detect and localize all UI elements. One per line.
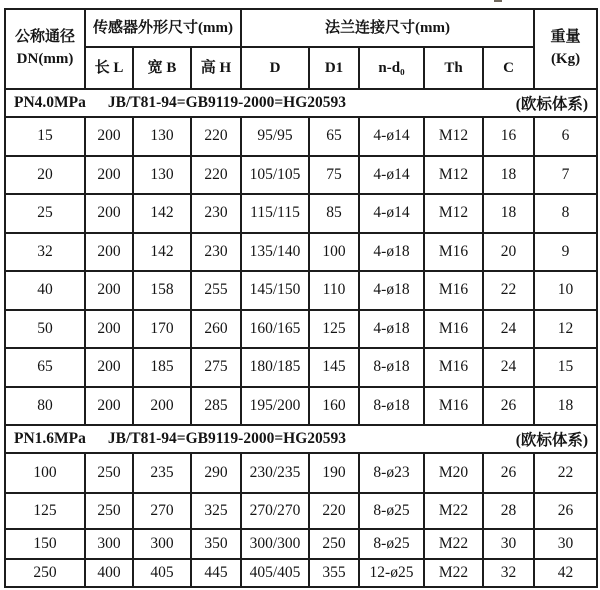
table-cell: M16	[424, 233, 483, 272]
table-row	[5, 559, 597, 587]
section-row	[5, 89, 597, 117]
table-cell: 135/140	[241, 233, 309, 272]
table-cell: 400	[85, 559, 133, 587]
table-cell: 405/405	[241, 559, 309, 587]
header-weight-unit: (Kg)	[550, 51, 581, 67]
section-row	[5, 425, 597, 453]
table-header	[5, 9, 597, 89]
header-dn	[5, 9, 85, 89]
section-content	[14, 428, 588, 450]
table-cell: 125	[309, 310, 359, 349]
table-cell: 24	[483, 310, 534, 349]
header-sensor-group: 传感器外形尺寸(mm)	[85, 9, 241, 47]
table-cell: 12-ø25	[359, 559, 424, 587]
table-row	[5, 310, 597, 349]
header-length: 长 L	[85, 47, 133, 89]
table-cell: 4-ø14	[359, 117, 424, 156]
table-cell: 8-ø25	[359, 529, 424, 559]
table-cell: 325	[191, 493, 241, 529]
table-cell: M16	[424, 271, 483, 310]
table-cell: 115/115	[241, 194, 309, 233]
table-cell: 4-ø18	[359, 310, 424, 349]
table-cell: 15	[534, 348, 597, 387]
table-cell: 230	[191, 233, 241, 272]
table-cell: 355	[309, 559, 359, 587]
table-cell: 230/235	[241, 453, 309, 493]
table-cell: 195/200	[241, 387, 309, 426]
standard-label: JB/T81-94=GB9119-2000=HG20593	[107, 430, 347, 447]
header-d1: D1	[309, 47, 359, 89]
table-cell: 230	[191, 194, 241, 233]
table-cell: 200	[85, 348, 133, 387]
header-nd0: n-d₀	[359, 47, 424, 89]
table-cell: 300	[85, 529, 133, 559]
table-cell: 32	[483, 559, 534, 587]
header-dn-sub: DN(mm)	[16, 51, 74, 67]
cropped-text-artifact	[494, 0, 502, 2]
table-cell: 8-ø25	[359, 493, 424, 529]
table-cell: 300/300	[241, 529, 309, 559]
header-c: C	[483, 47, 534, 89]
table-cell: M12	[424, 156, 483, 195]
table-cell: M16	[424, 310, 483, 349]
table-cell: 142	[133, 194, 191, 233]
table-row	[5, 117, 597, 156]
table-cell: 18	[483, 194, 534, 233]
header-weight-title: 重量	[550, 29, 581, 46]
table-row	[5, 453, 597, 493]
table-cell: 250	[5, 559, 85, 587]
table-cell: 260	[191, 310, 241, 349]
pn-label: PN1.6MPa	[14, 430, 86, 447]
table-cell: 235	[133, 453, 191, 493]
table-cell: 445	[191, 559, 241, 587]
table-cell: 160/165	[241, 310, 309, 349]
header-d: D	[241, 47, 309, 89]
table-cell: 220	[191, 156, 241, 195]
table-cell: 95/95	[241, 117, 309, 156]
table-row	[5, 348, 597, 387]
table-cell: 18	[483, 156, 534, 195]
table-body	[5, 89, 597, 587]
table-cell: 250	[85, 493, 133, 529]
table-cell: 80	[5, 387, 85, 426]
pn-label: PN4.0MPa	[14, 94, 86, 111]
header-flange-group: 法兰连接尺寸(mm)	[241, 9, 534, 47]
table-cell: 85	[309, 194, 359, 233]
header-width: 宽 B	[133, 47, 191, 89]
header-th: Th	[424, 47, 483, 89]
table-cell: 270/270	[241, 493, 309, 529]
table-cell: 270	[133, 493, 191, 529]
table-cell: 130	[133, 156, 191, 195]
table-cell: 8-ø18	[359, 387, 424, 426]
header-row-groups	[5, 9, 597, 47]
table-cell: 6	[534, 117, 597, 156]
table-cell: 290	[191, 453, 241, 493]
table-cell: 200	[85, 194, 133, 233]
table-cell: 110	[309, 271, 359, 310]
table-cell: 12	[534, 310, 597, 349]
table-cell: 145/150	[241, 271, 309, 310]
table-cell: 25	[5, 194, 85, 233]
table-cell: M16	[424, 348, 483, 387]
table-cell: M16	[424, 387, 483, 426]
header-weight	[534, 9, 597, 89]
table-cell: 40	[5, 271, 85, 310]
table-cell: 200	[133, 387, 191, 426]
table-cell: 405	[133, 559, 191, 587]
header-row-sub	[5, 47, 597, 89]
table-cell: 200	[85, 156, 133, 195]
table-row	[5, 493, 597, 529]
table-row	[5, 194, 597, 233]
standard-label: JB/T81-94=GB9119-2000=HG20593	[107, 94, 347, 111]
table-cell: 180/185	[241, 348, 309, 387]
table-cell: 200	[85, 387, 133, 426]
table-cell: 170	[133, 310, 191, 349]
header-height: 高 H	[191, 47, 241, 89]
table-cell: 4-ø18	[359, 271, 424, 310]
table-cell: 22	[483, 271, 534, 310]
table-cell: 24	[483, 348, 534, 387]
table-cell: 75	[309, 156, 359, 195]
table-row	[5, 271, 597, 310]
table-cell: 220	[309, 493, 359, 529]
table-cell: 160	[309, 387, 359, 426]
section-content	[14, 92, 588, 114]
header-dn-title: 公称通径	[14, 29, 75, 46]
table-cell: 250	[85, 453, 133, 493]
table-cell: 26	[483, 453, 534, 493]
table-cell: 158	[133, 271, 191, 310]
table-cell: M22	[424, 559, 483, 587]
table-cell: 16	[483, 117, 534, 156]
table-cell: 142	[133, 233, 191, 272]
table-cell: M22	[424, 493, 483, 529]
table-cell: 350	[191, 529, 241, 559]
section-cell	[5, 89, 597, 117]
table-cell: 4-ø18	[359, 233, 424, 272]
table-cell: M20	[424, 453, 483, 493]
table-cell: 105/105	[241, 156, 309, 195]
table-cell: 200	[85, 271, 133, 310]
table-cell: 26	[534, 493, 597, 529]
table-cell: M12	[424, 117, 483, 156]
table-cell: 275	[191, 348, 241, 387]
table-cell: 200	[85, 117, 133, 156]
table-cell: 8	[534, 194, 597, 233]
table-cell: 30	[483, 529, 534, 559]
table-cell: 30	[534, 529, 597, 559]
table-row	[5, 233, 597, 272]
table-row	[5, 529, 597, 559]
euro-note-label: (欧标体系)	[515, 96, 589, 113]
table-cell: 4-ø14	[359, 156, 424, 195]
table-cell: 42	[534, 559, 597, 587]
table-cell: 220	[191, 117, 241, 156]
table-cell: M22	[424, 529, 483, 559]
table-cell: 255	[191, 271, 241, 310]
table-cell: 65	[309, 117, 359, 156]
table-cell: 145	[309, 348, 359, 387]
table-cell: 9	[534, 233, 597, 272]
table-cell: 4-ø14	[359, 194, 424, 233]
table-cell: 15	[5, 117, 85, 156]
table-cell: 100	[309, 233, 359, 272]
table-cell: 32	[5, 233, 85, 272]
table-cell: 8-ø23	[359, 453, 424, 493]
table-cell: 26	[483, 387, 534, 426]
spec-table	[4, 8, 598, 588]
table-row	[5, 387, 597, 426]
table-cell: 8-ø18	[359, 348, 424, 387]
table-cell: 190	[309, 453, 359, 493]
table-cell: 22	[534, 453, 597, 493]
table-cell: 250	[309, 529, 359, 559]
table-cell: 28	[483, 493, 534, 529]
table-cell: 10	[534, 271, 597, 310]
table-cell: 150	[5, 529, 85, 559]
table-cell: 20	[5, 156, 85, 195]
section-cell	[5, 425, 597, 453]
table-cell: 285	[191, 387, 241, 426]
table-cell: 18	[534, 387, 597, 426]
table-cell: 65	[5, 348, 85, 387]
table-cell: M12	[424, 194, 483, 233]
table-cell: 7	[534, 156, 597, 195]
table-cell: 130	[133, 117, 191, 156]
table-cell: 185	[133, 348, 191, 387]
table-cell: 20	[483, 233, 534, 272]
table-cell: 200	[85, 233, 133, 272]
euro-note-label: (欧标体系)	[515, 432, 589, 449]
table-cell: 50	[5, 310, 85, 349]
table-cell: 300	[133, 529, 191, 559]
table-cell: 125	[5, 493, 85, 529]
table-cell: 200	[85, 310, 133, 349]
table-row	[5, 156, 597, 195]
table-cell: 100	[5, 453, 85, 493]
